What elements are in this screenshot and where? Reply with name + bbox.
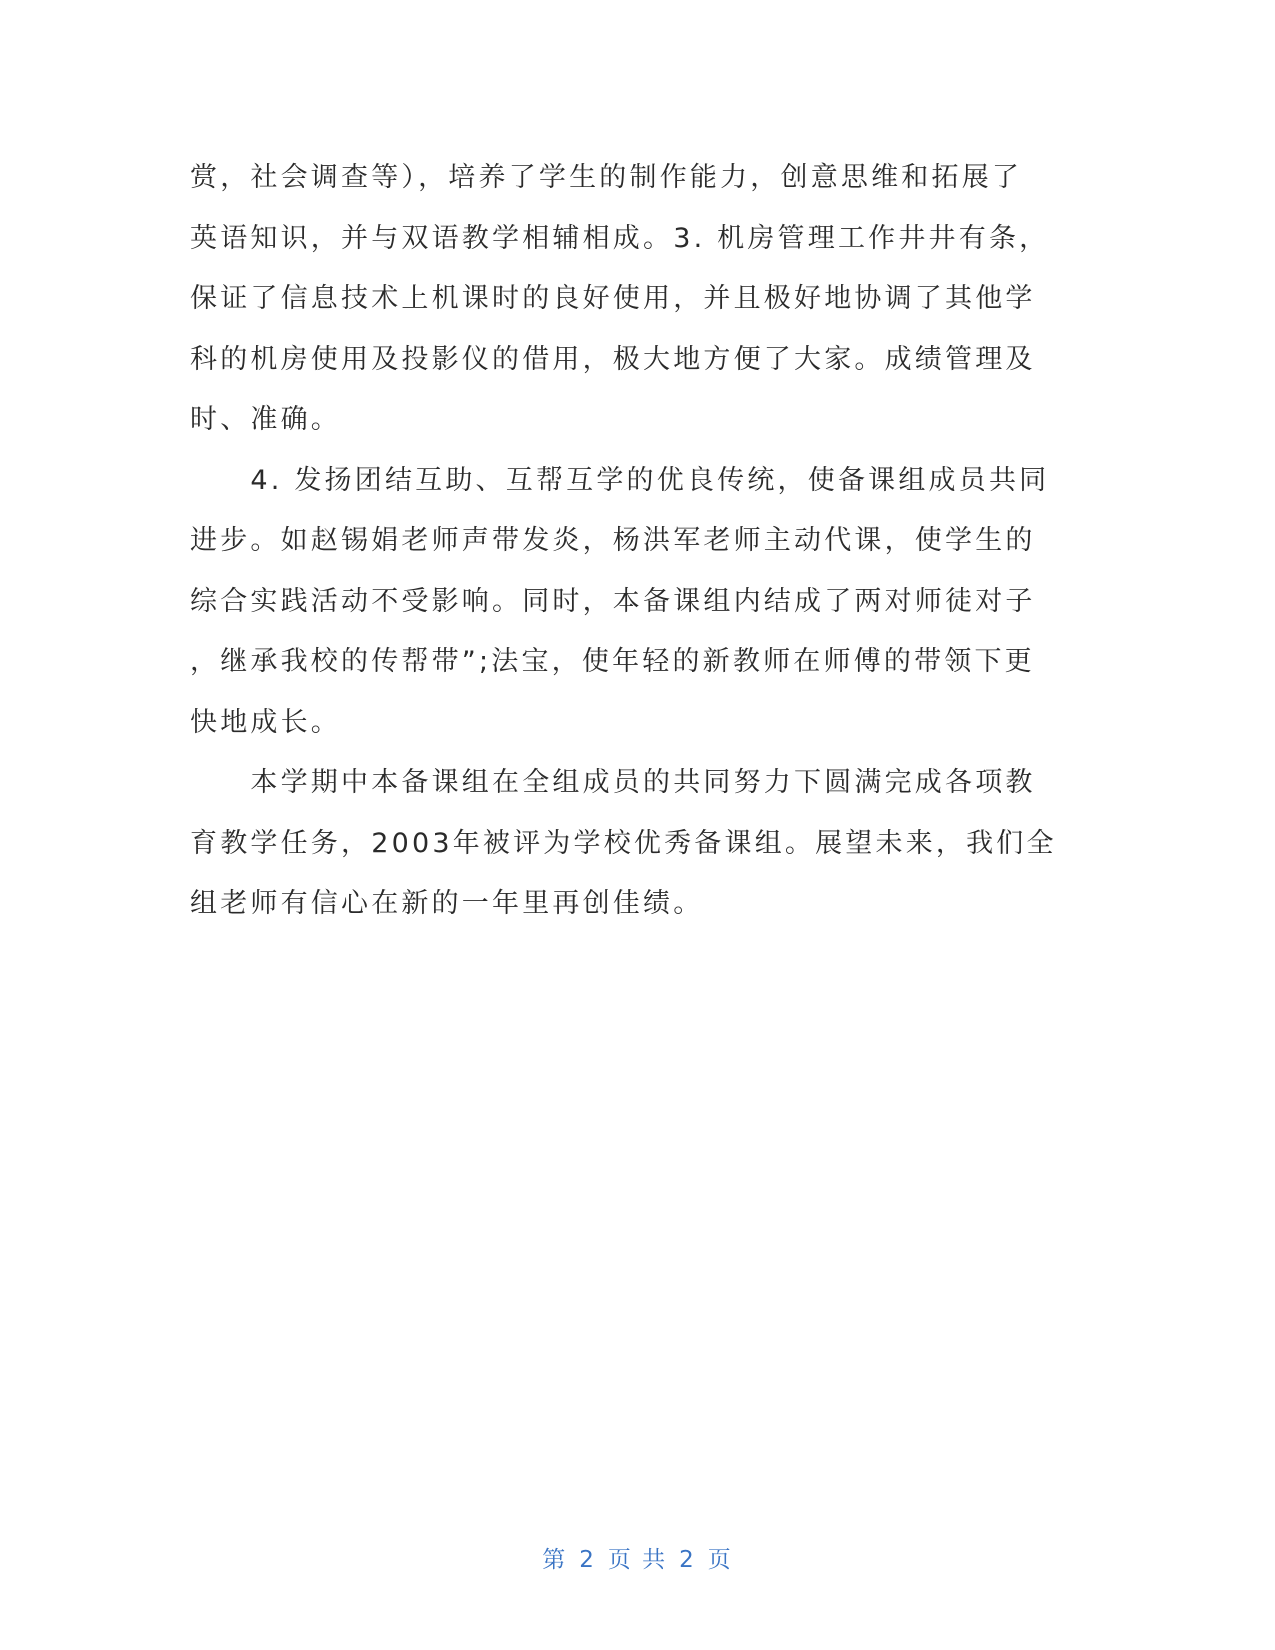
text-line: 快地成长。 <box>190 706 341 738</box>
page-footer <box>0 1541 1275 1574</box>
text-line: 英语知识，并与双语教学相辅相成。3. 机房管理工作井井有条， <box>190 222 1050 254</box>
paragraph-1 <box>190 148 1070 451</box>
text-line: 时、准确。 <box>190 404 341 435</box>
paragraph-2 <box>190 451 1070 754</box>
footer-suffix: 页 <box>707 1547 733 1573</box>
footer-prefix: 第 <box>542 1547 568 1573</box>
text-line: 组老师有信心在新的一年里再创佳绩。 <box>190 888 704 919</box>
paragraph-3 <box>190 753 1070 935</box>
footer-middle: 页 共 <box>607 1547 668 1573</box>
text-line: 进步。如赵锡娟老师声带发炎，杨洪军老师主动代课，使学生的 <box>190 525 1036 556</box>
body-text <box>190 148 1070 935</box>
total-pages-number: 2 <box>679 1547 696 1573</box>
text-line: 科的机房使用及投影仪的借用，极大地方便了大家。成绩管理及 <box>190 343 1036 375</box>
text-line: ，继承我校的传帮带”;法宝，使年轻的新教师在师傅的带领下更 <box>190 646 1035 677</box>
text-line: 4. 发扬团结互助、互帮互学的优良传统，使备课组成员共同 <box>190 464 1050 496</box>
text-line: 本学期中本备课组在全组成员的共同努力下圆满完成各项教 <box>190 767 1036 798</box>
text-line: 育教学任务，2003年被评为学校优秀备课组。展望未来，我们全 <box>190 827 1057 859</box>
current-page-number: 2 <box>579 1547 596 1573</box>
text-line: 赏，社会调查等），培养了学生的制作能力，创意思维和拓展了 <box>190 162 1023 193</box>
text-line: 综合实践活动不受影响。同时，本备课组内结成了两对师徒对子 <box>190 585 1036 617</box>
text-line: 保证了信息技术上机课时的良好使用，并且极好地协调了其他学 <box>190 283 1036 314</box>
